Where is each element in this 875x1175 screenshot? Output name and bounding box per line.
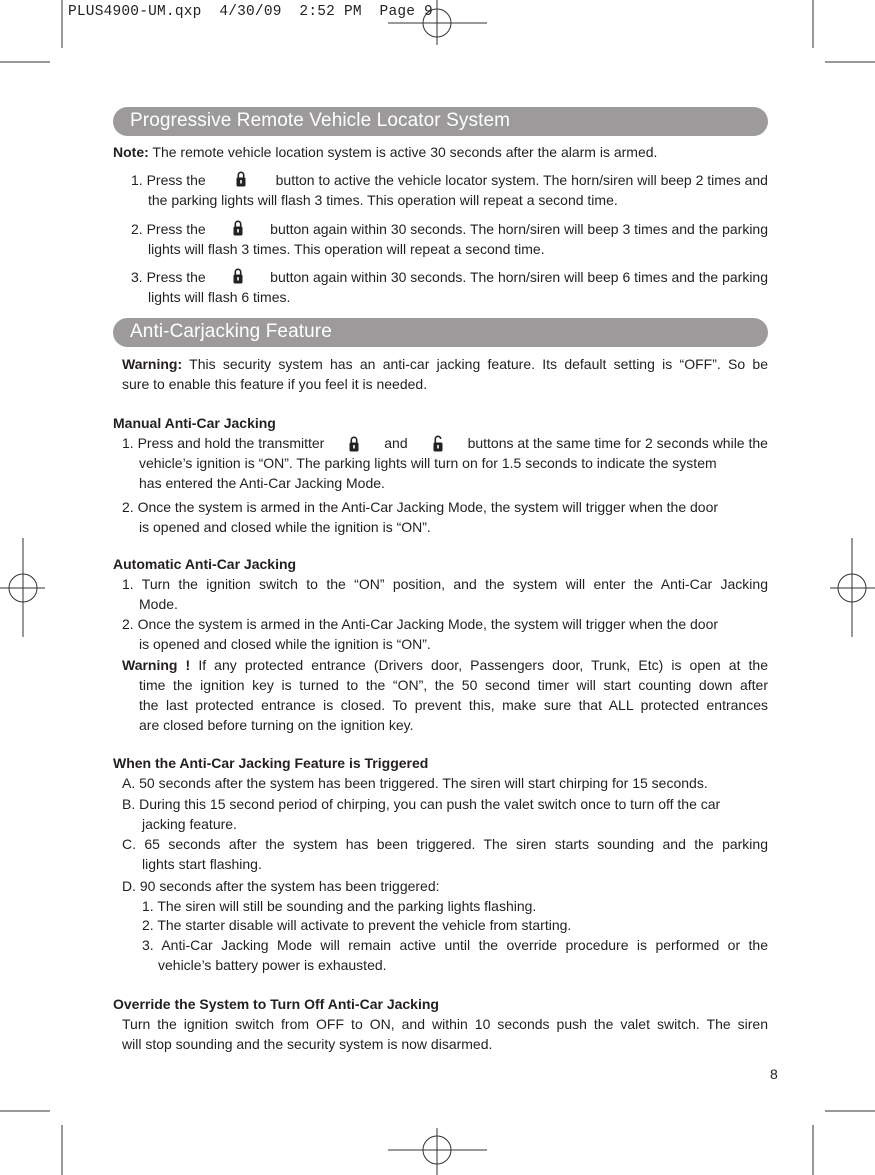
page-number: 8	[770, 1066, 778, 1082]
step-text-cont: Mode.	[139, 596, 178, 612]
step-text-cont: lights will flash 3 times. This operation will repeat a second time.	[148, 241, 545, 257]
triggered-sub-3: 3. Anti-Car Jacking Mode will remain active until the override procedure is performed or the	[142, 937, 768, 953]
note-label: Note:	[113, 144, 149, 160]
locator-step-1	[131, 170, 768, 190]
lock-icon	[236, 170, 246, 187]
step-prefix: 3. Press the	[131, 269, 206, 285]
warning-text: This security system has an anti-car jacking feature. Its default setting is “OFF”. So be	[182, 356, 768, 372]
triggered-item-a: A. 50 seconds after the system has been triggered. The siren will start chirping for 15 seconds.	[122, 775, 708, 791]
note-text: The remote vehicle location system is active 30 seconds after the alarm is armed.	[148, 144, 658, 160]
auto-warning-line-3: the last protected entrance is closed. To prevent this, make sure that ALL protected entrances	[139, 697, 768, 713]
unlock-icon	[433, 435, 443, 452]
locator-step-3	[131, 267, 768, 287]
step-text: button to active the vehicle locator system. The horn/siren will beep 2 times and	[275, 172, 768, 188]
section-banner-locator	[113, 107, 768, 136]
warning-line-1	[122, 354, 768, 374]
step-text-cont: vehicle’s ignition is “ON”. The parking lights will turn on for 1.5 seconds to indicate the system	[139, 455, 717, 471]
note-line	[113, 142, 657, 162]
auto-warning-line-1	[122, 655, 768, 675]
auto-warning-line-4: are closed before turning on the ignition key.	[139, 717, 414, 733]
step-text: button again within 30 seconds. The horn/siren will beep 3 times and the parking	[270, 221, 768, 237]
triggered-item-d: D. 90 seconds after the system has been triggered:	[122, 878, 440, 894]
auto-warning-line-2: time the ignition key is turned to the “ON”, the 50 second timer will start counting down after	[139, 677, 768, 693]
step-text: buttons at the same time for 2 seconds while the	[467, 435, 768, 451]
step-prefix: 2. Press the	[131, 221, 206, 237]
manual-step-2: 2. Once the system is armed in the Anti-Car Jacking Mode, the system will trigger when the door	[122, 499, 719, 515]
auto-step-1: 1. Turn the ignition switch to the “ON” position, and the system will enter the Anti-Car Jacking	[122, 576, 768, 592]
section-banner-anticarjacking	[113, 318, 768, 347]
step-text-cont: vehicle’s battery power is exhausted.	[158, 957, 387, 973]
step-text-cont: the parking lights will flash 3 times. This operation will repeat a second time.	[148, 192, 618, 208]
triggered-sub-1: 1. The siren will still be sounding and the parking lights flashing.	[142, 898, 537, 914]
warning-text: If any protected entrance (Drivers door, Passengers door, Trunk, Etc) is open at the	[190, 657, 769, 673]
triggered-heading: When the Anti-Car Jacking Feature is Triggered	[113, 755, 429, 771]
automatic-heading: Automatic Anti-Car Jacking	[113, 556, 297, 572]
step-prefix: 1. Press the	[131, 172, 206, 188]
manual-step-1	[122, 433, 768, 453]
auto-step-2: 2. Once the system is armed in the Anti-Car Jacking Mode, the system will trigger when the door	[122, 616, 719, 632]
triggered-item-b: B. During this 15 second period of chirping, you can push the valet switch once to turn off the car	[122, 796, 721, 812]
manual-heading: Manual Anti-Car Jacking	[113, 415, 276, 431]
warning-line-2: sure to enable this feature if you feel it is needed.	[122, 376, 428, 392]
step-text-cont: lights start flashing.	[142, 856, 262, 872]
step-text: 1. Press and hold the transmitter	[122, 435, 325, 451]
lock-icon	[233, 267, 243, 284]
lock-icon	[233, 219, 243, 236]
step-text-cont: jacking feature.	[142, 816, 237, 832]
step-text: and	[384, 435, 408, 451]
triggered-item-c: C. 65 seconds after the system has been triggered. The siren starts sounding and the parking	[122, 836, 768, 852]
step-text-cont: has entered the Anti-Car Jacking Mode.	[139, 475, 385, 491]
print-slug: PLUS4900-UM.qxp 4/30/09 2:52 PM Page 9	[68, 4, 433, 20]
override-heading: Override the System to Turn Off Anti-Car Jacking	[113, 996, 439, 1012]
warning-label: Warning !	[122, 657, 191, 673]
override-line-1: Turn the ignition switch from OFF to ON, and within 10 seconds push the valet switch. The siren	[122, 1016, 768, 1032]
warning-label: Warning:	[122, 356, 183, 372]
triggered-sub-2: 2. The starter disable will activate to prevent the vehicle from starting.	[142, 917, 572, 933]
override-line-2: will stop sounding and the security system is now disarmed.	[122, 1036, 493, 1052]
step-text-cont: is opened and closed while the ignition is “ON”.	[139, 519, 431, 535]
step-text-cont: lights will flash 6 times.	[148, 289, 291, 305]
step-text-cont: is opened and closed while the ignition is “ON”.	[139, 636, 431, 652]
lock-icon	[349, 435, 359, 452]
section-title: Anti-Carjacking Feature	[130, 321, 332, 342]
section-title: Progressive Remote Vehicle Locator System	[130, 110, 511, 131]
locator-step-2	[131, 219, 768, 239]
step-text: button again within 30 seconds. The horn/siren will beep 6 times and the parking	[270, 269, 768, 285]
